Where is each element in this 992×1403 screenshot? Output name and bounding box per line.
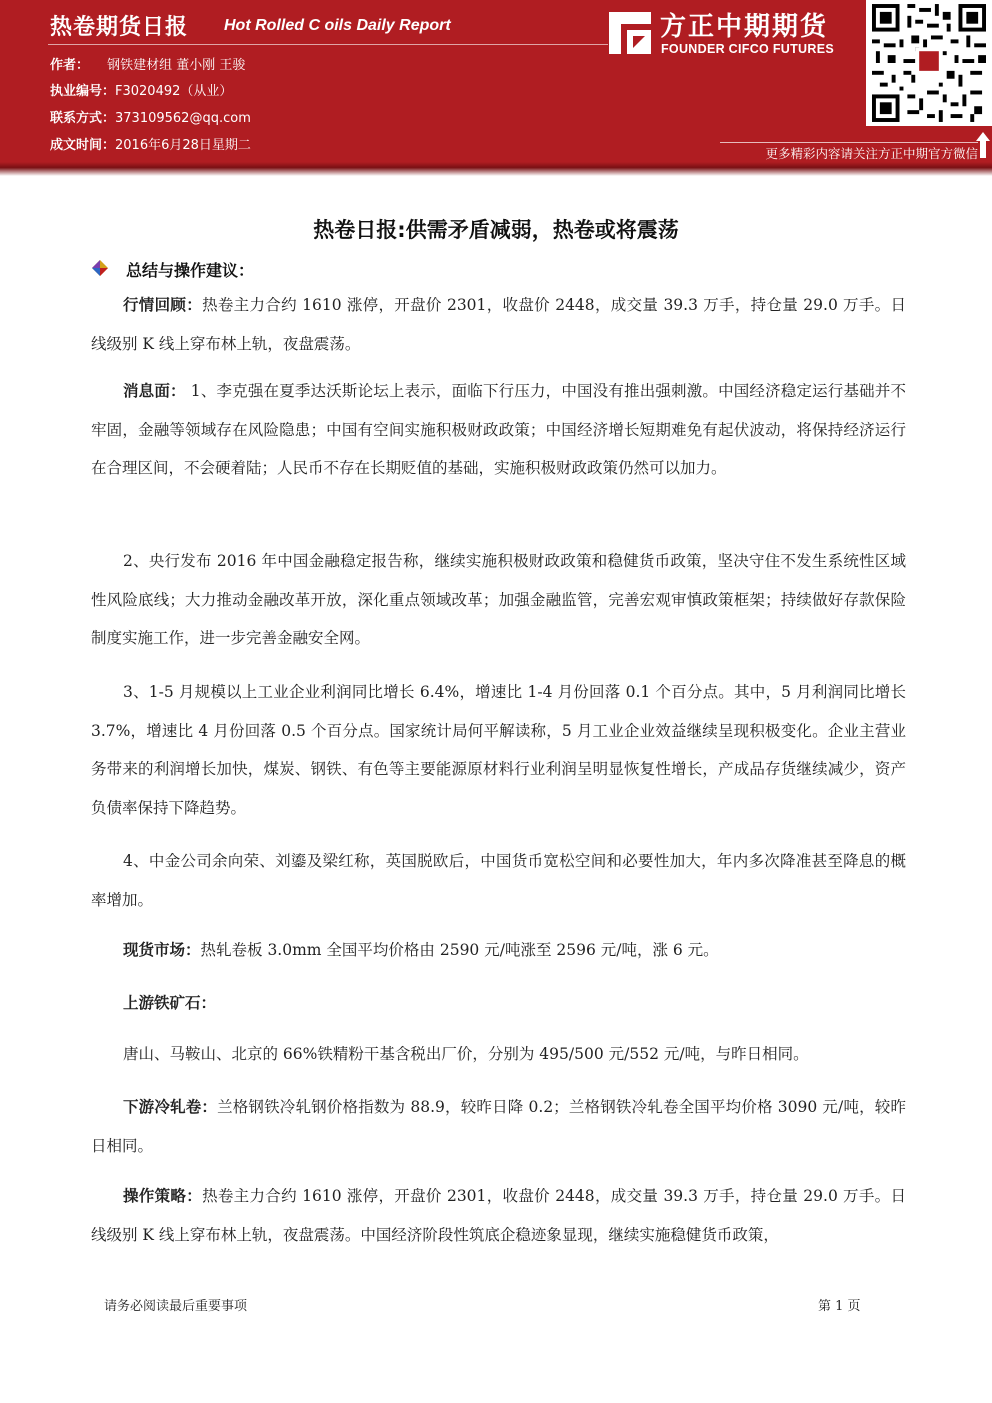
paragraph-news-2 — [91, 542, 906, 658]
meta-date-key: 成文时间： — [50, 138, 116, 153]
text-news-1: 1、李克强在夏季达沃斯论坛上表示，面临下行压力，中国没有推出强刺激。中国经济稳定运行基础并不牢固，金融等领域存在风险隐患；中国有空间实施积极财政政策；中国经济增长短期难免有起伏波动，将保持经济运行在合理区间，不会硬着陆；人民币不存在长期贬值的基础，实施积极财政政策仍然可以加力。 — [91, 382, 906, 477]
meta-license-key: 执业编号： — [50, 84, 116, 99]
text-strategy: 热卷主力合约 1610 涨停，开盘价 2301，收盘价 2448，成交量 39.3 万手，持仓量 29.0 万手。日线级别 K 线上穿布林上轨，夜盘震荡。中国经济阶段性筑底企稳迹象显现，继续实施稳健货币政策， — [91, 1187, 906, 1244]
meta-contact-key: 联系方式： — [50, 111, 116, 126]
meta-license — [50, 80, 232, 99]
follow-wechat-text: 更多精彩内容请关注方正中期官方微信 — [765, 146, 978, 161]
text-news-4: 4、中金公司余向荣、刘鎏及梁红称，英国脱欧后，中国货币宽松空间和必要性加大，年内多次降准甚至降息的概率增加。 — [91, 852, 906, 909]
paragraph-cold-rolled — [91, 1088, 906, 1165]
text-news-2: 2、央行发布 2016 年中国金融稳定报告称，继续实施积极财政政策和稳健货币政策，坚决守住不发生系统性区域性风险底线；大力推动金融改革开放，深化重点领域改革；加强金融监管，完善宏观审慎政策框架；持续做好存款保险制度实施工作，进一步完善金融安全网。 — [91, 552, 906, 647]
paragraph-news-4 — [91, 842, 906, 919]
section-summary-title: 总结与操作建议： — [126, 261, 255, 280]
lead-strategy: 操作策略： — [123, 1187, 203, 1205]
text-iron-ore: 唐山、马鞍山、北京的 66%铁精粉干基含税出厂价，分别为 495/500 元/552 元/吨，与昨日相同。 — [123, 1045, 809, 1063]
wechat-qr-code[interactable] — [866, 0, 992, 126]
meta-license-value: F3020492（从业） — [115, 84, 233, 99]
lead-news: 消息面： — [123, 382, 186, 400]
qr-code-icon — [872, 4, 986, 122]
text-news-3: 3、1-5 月规模以上工业企业利润同比增长 6.4%，增速比 1-4 月份回落 0.1 个百分点。其中，5 月利润同比增长 3.7%，增速比 4 月份回落 0.5 个百分点。国家统计局何平解读称，5 月工业企业效益继续呈现积极变化。企业主营业务带来的利润增长加快，煤炭、钢铁、有色等主要能源原材料行业利润呈明显恢复性增长，产成品存货继续减少，资产负债率保持下降趋势。 — [91, 683, 906, 817]
paragraph-news — [91, 372, 906, 488]
report-title-en: Hot Rolled C oils Daily Report — [224, 17, 451, 34]
logo-text-en: FOUNDER CIFCO FUTURES — [661, 42, 834, 56]
footer-disclaimer-note: 请务必阅读最后重要事项 — [104, 1299, 248, 1314]
meta-author-value: 钢铁建材组 董小刚 王骏 — [107, 58, 246, 73]
header-divider — [0, 162, 992, 176]
lead-market-review: 行情回顾： — [123, 296, 203, 314]
meta-date — [50, 134, 251, 153]
report-title-cn: 热卷期货日报 — [50, 15, 189, 40]
paragraph-news-3 — [91, 673, 906, 827]
document-title: 热卷日报:供需矛盾减弱，热卷或将震荡 — [313, 218, 679, 242]
meta-author — [50, 54, 245, 73]
meta-contact-value[interactable]: 373109562@qq.com — [115, 111, 251, 126]
lead-iron-ore: 上游铁矿石： — [123, 994, 217, 1012]
paragraph-strategy — [91, 1177, 906, 1254]
meta-author-key: 作者： — [50, 58, 90, 73]
header-rule — [48, 44, 608, 45]
meta-date-value: 2016年6月28日星期二 — [115, 138, 251, 153]
arrow-up-icon — [976, 132, 990, 158]
footer-page-number: 第 1 页 — [818, 1299, 861, 1314]
text-cold-rolled: 兰格钢铁冷轧钢价格指数为 88.9，较昨日降 0.2；兰格钢铁冷轧卷全国平均价格 3090 元/吨，较昨日相同。 — [91, 1098, 906, 1155]
founder-logo-icon — [607, 10, 653, 56]
paragraph-iron-ore-heading — [91, 984, 906, 1023]
follow-rule — [720, 142, 978, 143]
paragraph-market-review — [91, 286, 906, 363]
lead-spot-market: 现货市场： — [123, 941, 201, 959]
text-market-review: 热卷主力合约 1610 涨停，开盘价 2301，收盘价 2448，成交量 39.3 万手，持仓量 29.0 万手。日线级别 K 线上穿布林上轨，夜盘震荡。 — [91, 296, 906, 353]
logo-text-cn: 方正中期期货 — [660, 12, 829, 42]
meta-contact — [50, 107, 251, 126]
diamond-bullet-icon — [92, 260, 108, 276]
lead-cold-rolled: 下游冷轧卷： — [123, 1098, 218, 1116]
paragraph-spot-market — [91, 931, 906, 970]
paragraph-iron-ore — [91, 1035, 906, 1074]
text-spot-market: 热轧卷板 3.0mm 全国平均价格由 2590 元/吨涨至 2596 元/吨，涨 6 元。 — [200, 941, 719, 959]
